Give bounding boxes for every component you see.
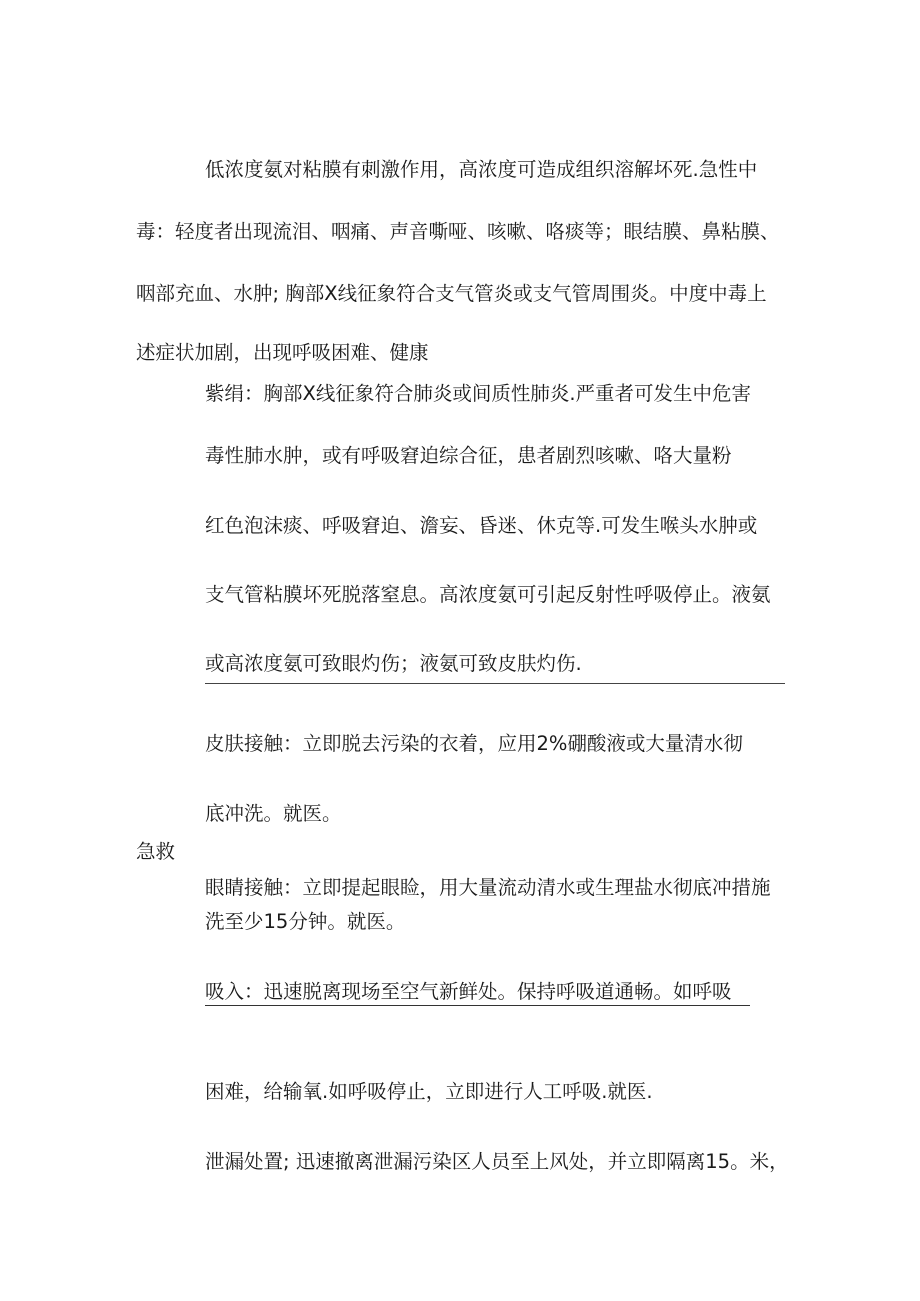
intro-line-3: 咽部充血、水肿; 胸部X线征象符合支气管炎或支气管周围炎。中度中毒上 [136,282,767,305]
health-hazard-line-2: 毒性肺水肿，或有呼吸窘迫综合征，患者剧烈咳嗽、咯大量粉 [205,444,732,467]
health-hazard-line-4: 支气管粘膜坏死脱落窒息。高浓度氨可引起反射性呼吸停止。液氨 [205,583,771,606]
section-divider [205,683,785,684]
first-aid-heading: 急救 [136,840,176,863]
intro-line-2: 毒：轻度者出现流泪、咽痛、声音嘶哑、咳嗽、咯痰等；眼结膜、鼻粘膜、 [136,220,780,243]
leak-handling-line: 泄漏处置; 迅速撤离泄漏污染区人员至上风处，并立即隔离15。米， [205,1150,789,1173]
skin-contact-line-2: 底冲洗。就医。 [205,802,342,825]
intro-line-4: 述症状加剧，出现呼吸困难、健康 [136,341,429,364]
inhalation-line-2: 困难，给输氧.如呼吸停止，立即进行人工呼吸.就医. [205,1080,653,1103]
intro-line-1: 低浓度氨对粘膜有刺激作用，高浓度可造成组织溶解坏死.急性中 [205,158,758,181]
eye-contact-line-1: 眼睛接触：立即提起眼睑，用大量流动清水或生理盐水彻底冲措施 [205,876,771,899]
health-hazard-line-3: 红色泡沫痰、呼吸窘迫、澹妄、昏迷、休克等.可发生喉头水肿或 [205,514,758,537]
inhalation-line-1: 吸入：迅速脱离现场至空气新鲜处。保持呼吸道通畅。如呼吸 [205,980,750,1006]
skin-contact-line-1: 皮肤接触：立即脱去污染的衣着，应用2%硼酸液或大量清水彻 [205,732,743,755]
eye-contact-line-2: 洗至少15分钟。就医。 [205,910,406,933]
health-hazard-line-1: 紫绢：胸部X线征象符合肺炎或间质性肺炎.严重者可发生中危害 [205,382,752,405]
health-hazard-line-5: 或高浓度氨可致眼灼伤；液氨可致皮肤灼伤. [205,652,582,675]
